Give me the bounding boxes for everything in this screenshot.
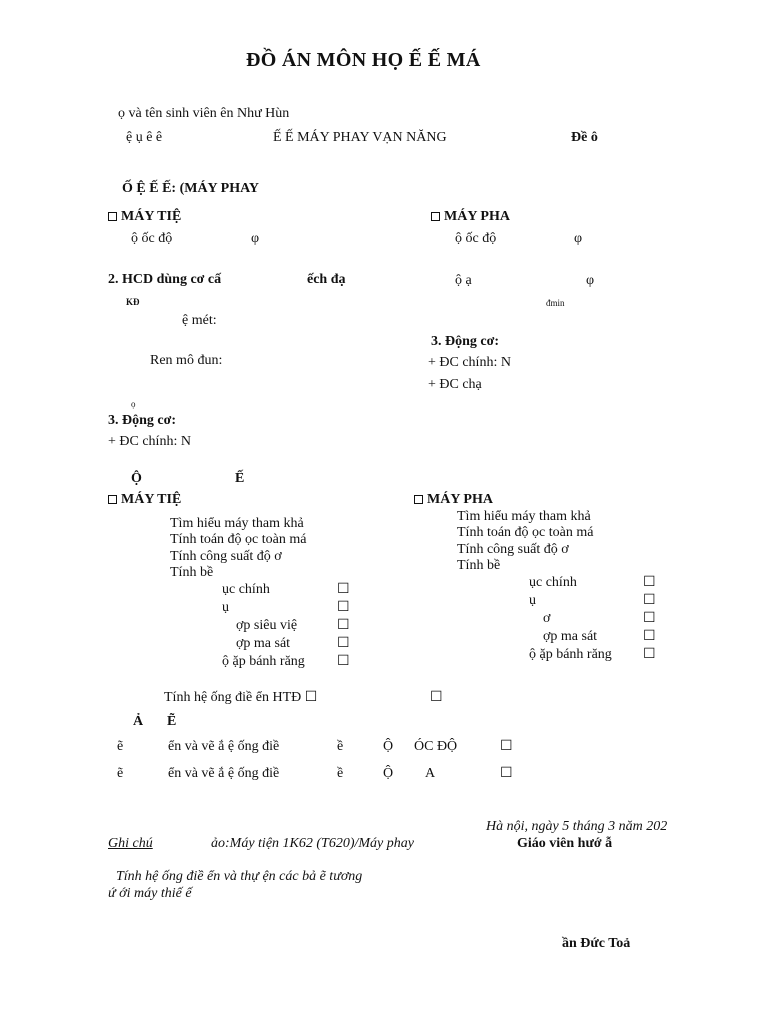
- mill-subtask-checkbox[interactable]: ☐: [643, 575, 656, 590]
- note-text: ảo:Máy tiện 1K62 (T620)/Máy phay: [211, 836, 414, 851]
- mill-subtask: ục chính: [529, 575, 577, 590]
- mill-motor-feed: + ĐC chạ: [428, 377, 482, 392]
- lathe-motor-heading: 3. Động cơ:: [108, 413, 177, 428]
- drawing-row-desc: ển và vẽ ắ ệ ống điề: [168, 739, 280, 754]
- lathe-heading: MÁY TIỆ: [108, 209, 181, 225]
- lathe-tasks-heading: MÁY TIỆ: [108, 492, 181, 508]
- checkbox-icon: [108, 495, 117, 504]
- topic-number: Đề ô: [571, 130, 598, 145]
- lathe-small-o: ọ: [131, 399, 136, 409]
- lathe-subtask-checkbox[interactable]: ☐: [337, 600, 350, 615]
- section-3-heading-a: Ả: [133, 714, 144, 729]
- teacher-label: Giáo viên hướ ẫ: [517, 836, 613, 851]
- mill-heading: MÁY PHA: [431, 209, 510, 225]
- lathe-subtask: ụ: [222, 600, 229, 615]
- mill-feed-label: ộ ạ: [455, 273, 472, 288]
- drawing-row-checkbox[interactable]: ☐: [500, 766, 513, 781]
- student-line: ọ và tên sinh viên ên Như Hùn: [118, 106, 290, 121]
- checkbox-icon: [414, 495, 423, 504]
- mill-task: Tìm hiểu máy tham khả: [457, 509, 591, 524]
- section-2-heading-a: Ộ: [131, 471, 142, 486]
- mill-dmin: đmin: [546, 298, 565, 308]
- mill-subtask: ơ: [543, 611, 551, 626]
- mill-subtask-checkbox[interactable]: ☐: [643, 647, 656, 662]
- mill-speed-phi: φ: [574, 231, 583, 246]
- htd-line: Tính hệ ống điề ển HTĐ ☐: [164, 690, 318, 705]
- mill-task: Tính công suất độ ơ: [457, 542, 569, 557]
- drawing-row-prefix: ẽ: [117, 766, 124, 781]
- drawing-row-prefix: ẽ: [117, 739, 124, 754]
- mill-motor-main: + ĐC chính: N: [428, 355, 511, 370]
- lathe-subtask: ộ ặp bánh răng: [222, 654, 305, 669]
- mill-feed-phi: φ: [586, 273, 595, 288]
- mill-task: Tính bề: [457, 558, 501, 573]
- lathe-hcd-suffix: ếch đạ: [307, 272, 346, 287]
- lathe-diameter: ệ mét:: [182, 313, 217, 328]
- lathe-task: Tính công suất độ ơ: [170, 549, 282, 564]
- lathe-speed-label: ộ ốc độ: [131, 231, 173, 246]
- topic-prefix: ệ ụ ê ê: [126, 130, 163, 145]
- lathe-hcd: 2. HCD dùng cơ cấ: [108, 272, 222, 287]
- mill-subtask-checkbox[interactable]: ☐: [643, 611, 656, 626]
- checkbox-icon: [431, 212, 440, 221]
- drawing-row-mid: ề: [337, 766, 344, 781]
- htd-checkbox[interactable]: ☐: [430, 690, 443, 705]
- lathe-subtask: ợp siêu việ: [236, 618, 298, 633]
- topic-title: Ế Ế MÁY PHAY VẠN NĂNG: [273, 130, 447, 145]
- checkbox-icon: [108, 212, 117, 221]
- drawing-row-mid: ề: [337, 739, 344, 754]
- lathe-subtask-checkbox[interactable]: ☐: [337, 654, 350, 669]
- section-2-heading-b: Ế: [235, 471, 245, 486]
- lathe-subtask-checkbox[interactable]: ☐: [337, 636, 350, 651]
- mill-subtask-checkbox[interactable]: ☐: [643, 593, 656, 608]
- mill-subtask: ụ: [529, 593, 536, 608]
- section-3-heading-b: Ẽ: [167, 714, 177, 729]
- date-line: Hà nội, ngày 5 tháng 3 năm 202: [486, 819, 668, 834]
- drawing-row-o: Ộ: [383, 739, 394, 754]
- lathe-task: Tính bề: [170, 565, 214, 580]
- mill-task: Tính toán độ ọc toàn má: [457, 525, 594, 540]
- drawing-row-name: ÓC ĐỘ: [414, 739, 458, 754]
- note-line-3: ứ ới máy thiế ế: [108, 886, 192, 901]
- drawing-row-desc: ển và vẽ ắ ệ ống điề: [168, 766, 280, 781]
- mill-subtask: ợp ma sát: [543, 629, 598, 644]
- document-title: ĐỒ ÁN MÔN HỌ Ế Ế MÁ: [246, 49, 481, 71]
- lathe-kd: KĐ: [126, 297, 140, 307]
- note-line-2: Tính hệ ống điề ển và thự ện các bả ẽ tương: [116, 869, 363, 884]
- lathe-task: Tính toán độ ọc toàn má: [170, 532, 307, 547]
- section-1-heading: Ố Ệ Ế Ế: (MÁY PHAY: [122, 181, 260, 196]
- note-label: Ghi chú: [108, 836, 153, 851]
- lathe-subtask-checkbox[interactable]: ☐: [337, 618, 350, 633]
- drawing-row-o: Ộ: [383, 766, 394, 781]
- lathe-module: Ren mô đun:: [150, 353, 223, 368]
- mill-speed-label: ộ ốc độ: [455, 231, 497, 246]
- lathe-speed-phi: φ: [251, 231, 260, 246]
- mill-subtask: ộ ặp bánh răng: [529, 647, 612, 662]
- mill-motor-heading: 3. Động cơ:: [431, 334, 500, 349]
- drawing-row-name: A: [425, 766, 436, 781]
- teacher-name: ần Đức Toả: [562, 936, 631, 951]
- mill-tasks-heading: MÁY PHA: [414, 492, 493, 508]
- drawing-row-checkbox[interactable]: ☐: [500, 739, 513, 754]
- mill-subtask-checkbox[interactable]: ☐: [643, 629, 656, 644]
- lathe-subtask-checkbox[interactable]: ☐: [337, 582, 350, 597]
- lathe-subtask: ục chính: [222, 582, 270, 597]
- lathe-subtask: ợp ma sát: [236, 636, 291, 651]
- lathe-task: Tìm hiểu máy tham khả: [170, 516, 304, 531]
- lathe-motor-main: + ĐC chính: N: [108, 434, 191, 449]
